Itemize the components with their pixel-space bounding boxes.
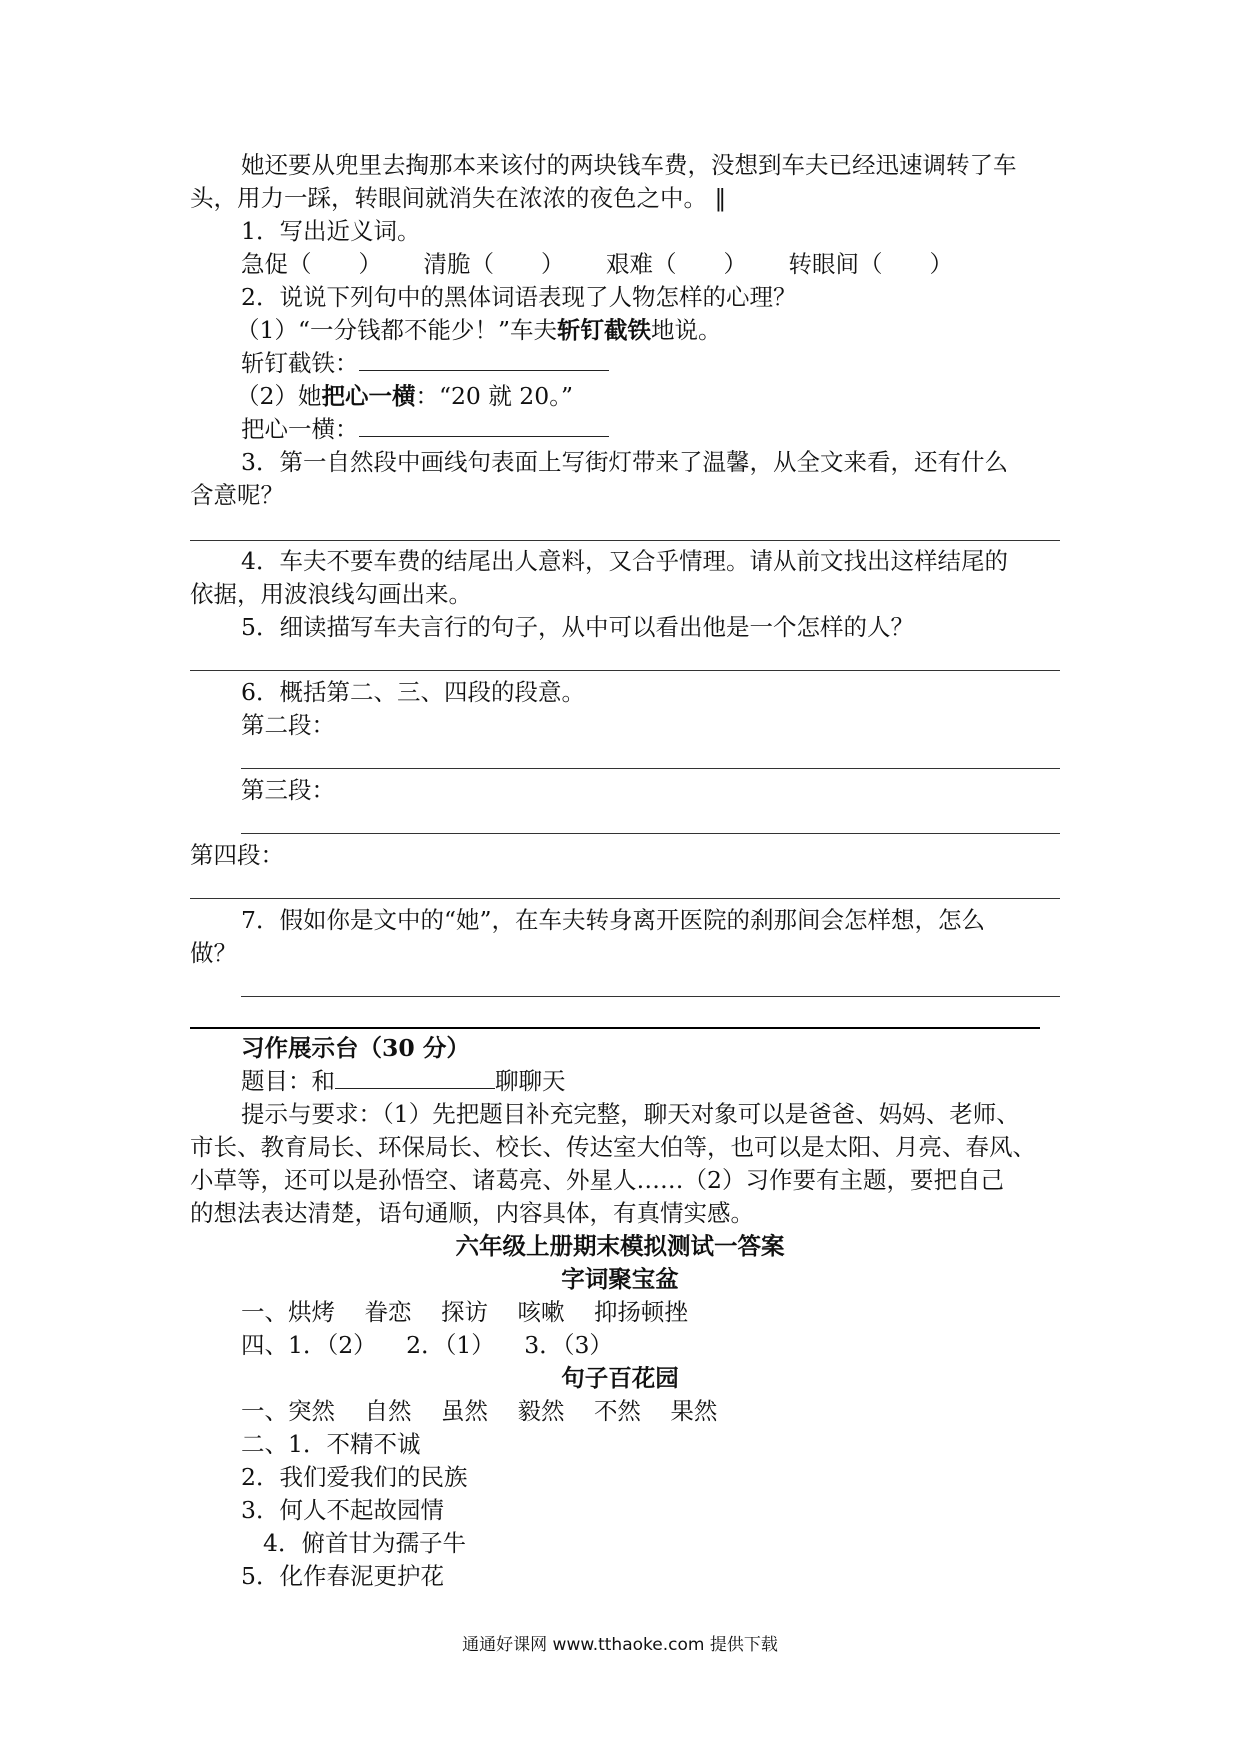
q1-prompt: 1．写出近义词。: [241, 217, 421, 245]
q6-para-4-label: 第四段：: [190, 841, 284, 869]
q6-para-2-label: 第二段：: [241, 711, 335, 739]
q2-sentence-2: （2）她把心一横：“20 就 20。”: [236, 382, 573, 410]
q4-line-2: 依据，用波浪线勾画出来。: [190, 580, 472, 608]
q6-para-4-line[interactable]: [190, 898, 1060, 899]
passage-line-1: 她还要从兜里去掏那本来该付的两块钱车费，没想到车夫已经迅速调转了车: [241, 151, 1017, 179]
q6-prompt: 6．概括第二、三、四段的段意。: [241, 678, 585, 706]
q7-answer-line-2[interactable]: [190, 1027, 1040, 1029]
q2-bold-word-2: 把心一横: [321, 382, 416, 410]
q2-answer-1-blank[interactable]: [359, 348, 609, 371]
q7-answer-line-1[interactable]: [241, 996, 1060, 997]
q2-bold-word-1: 斩钉截铁: [556, 316, 651, 344]
q7-line-1: 7．假如你是文中的“她”，在车夫转身离开医院的刹那间会怎样想，怎么: [241, 906, 985, 934]
writing-title-blank[interactable]: [335, 1066, 495, 1089]
answers-sec2-line-5: 4．俯首甘为孺子牛: [263, 1529, 466, 1557]
answers-sec2-line-6: 5．化作春泥更护花: [241, 1562, 444, 1590]
q3-answer-line[interactable]: [190, 540, 1060, 541]
q5-line-1: 5．细读描写车夫言行的句子，从中可以看出他是一个怎样的人？: [241, 613, 914, 641]
q7-line-2: 做？: [190, 939, 237, 967]
q1-item-4[interactable]: 转眼间（ ）: [788, 250, 953, 278]
answers-sec1-line-1: 一、烘烤 眷恋 探访 咳嗽 抑扬顿挫: [241, 1298, 688, 1326]
q2-sentence-1: （1）“一分钱都不能少！”车夫斩钉截铁地说。: [236, 316, 722, 344]
answers-title: 六年级上册期末模拟测试一答案: [455, 1232, 785, 1260]
answers-sec2-line-2: 二、1．不精不诚: [241, 1430, 421, 1458]
writing-heading: 习作展示台（30 分）: [241, 1034, 470, 1062]
q2-answer-2-blank[interactable]: [359, 414, 609, 437]
q1-items: [241, 249, 953, 279]
writing-title: 题目：和 聊聊天: [241, 1067, 566, 1095]
q2-answer-1: 斩钉截铁：: [241, 348, 609, 378]
answers-sec2-line-1: 一、突然 自然 虽然 毅然 不然 果然: [241, 1397, 718, 1425]
writing-req-2: 市长、教育局长、环保局长、校长、传达室大伯等，也可以是太阳、月亮、春风、: [190, 1133, 1036, 1161]
answers-section-2: 句子百花园: [561, 1364, 679, 1392]
answers-sec2-line-3: 2．我们爱我们的民族: [241, 1463, 468, 1491]
q2-answer-2: 把心一横：: [241, 414, 609, 444]
writing-req-1: 提示与要求：（1）先把题目补充完整，聊天对象可以是爸爸、妈妈、老师、: [241, 1100, 1020, 1128]
q4-line-1: 4．车夫不要车费的结尾出人意料，又合乎情理。请从前文找出这样结尾的: [241, 547, 1008, 575]
page-footer: 通通好课网 www.tthaoke.com 提供下载: [462, 1635, 778, 1655]
q1-item-2[interactable]: 清脆（ ）: [423, 250, 565, 278]
writing-req-3: 小草等，还可以是孙悟空、诸葛亮、外星人……（2）习作要有主题，要把自己: [190, 1166, 1004, 1194]
q6-para-3-line[interactable]: [241, 833, 1060, 834]
q3-line-1: 3．第一自然段中画线句表面上写街灯带来了温馨，从全文来看，还有什么: [241, 448, 1008, 476]
q1-item-3[interactable]: 艰难（ ）: [605, 250, 747, 278]
q6-para-2-line[interactable]: [241, 768, 1060, 769]
passage-line-2: 头，用力一踩，转眼间就消失在浓浓的夜色之中。 ‖: [190, 184, 727, 212]
answers-sec2-line-4: 3．何人不起故园情: [241, 1496, 444, 1524]
q1-item-1[interactable]: 急促（ ）: [241, 250, 382, 278]
q2-prompt: 2．说说下列句中的黑体词语表现了人物怎样的心理？: [241, 283, 797, 311]
q5-answer-line[interactable]: [190, 670, 1060, 671]
answers-sec1-line-2: 四、1．（2） 2．（1） 3．（3）: [241, 1331, 613, 1359]
q3-line-2: 含意呢？: [190, 481, 284, 509]
answers-section-1: 字词聚宝盆: [561, 1265, 679, 1293]
q6-para-3-label: 第三段：: [241, 776, 335, 804]
writing-req-4: 的想法表达清楚，语句通顺，内容具体，有真情实感。: [190, 1199, 754, 1227]
